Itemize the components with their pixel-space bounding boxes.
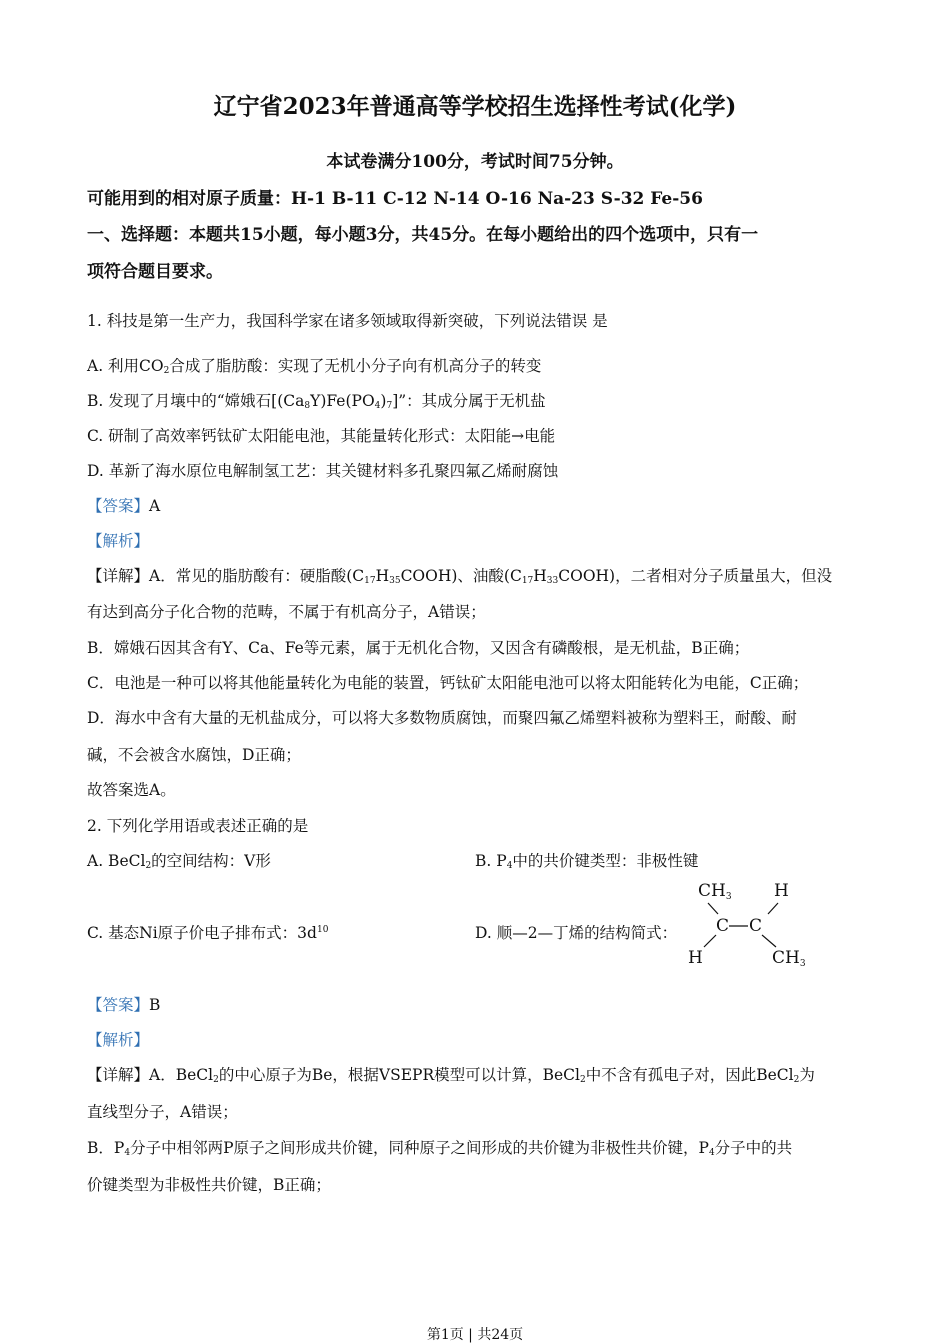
struct-c-left: C	[716, 916, 730, 936]
q2-detail-b-line1: B．$P_4$分子中相邻两P原子之间形成共价键，同种原子之间形成的共价键为非极性共价键，$P_4$分子中的共	[87, 1139, 793, 1158]
q1-detail-a-line2: 有达到高分子化合物的范畴，不属于有机高分子，A错误；	[87, 603, 486, 621]
exam-info: 本试卷满分100分，考试时间75分钟。	[326, 152, 624, 172]
section-heading-line2: 项符合题目要求。	[87, 262, 223, 282]
q1-option-b: B. 发现了月壤中的“嫦娥石$[(Ca_8Y)Fe(PO_4)_7]$”：其成分属于无机盐	[87, 392, 546, 411]
struct-ch-top-left: CH3	[698, 881, 732, 902]
struct-h-bottom-left: H	[688, 948, 703, 968]
q1-conclusion: 故答案选A。	[87, 781, 176, 799]
q2-analysis-label: 【解析】	[87, 1031, 150, 1049]
q1-option-a: A. 利用$CO_2$合成了脂肪酸：实现了无机小分子向有机高分子的转变	[87, 357, 542, 376]
cis-2-butene-structure	[680, 874, 830, 974]
struct-h-top-right: H	[774, 881, 789, 901]
q1-option-d: D. 革新了海水原位电解制氢工艺：其关键材料多孔聚四氟乙烯耐腐蚀	[87, 462, 559, 480]
struct-ch-bottom-right: CH3	[772, 948, 806, 969]
q1-detail-d-line2: 碱，不会被含水腐蚀，D正确；	[87, 746, 301, 764]
q2-option-d: D. 顺—2—丁烯的结构简式：	[475, 924, 678, 942]
q2-stem: 2. 下列化学用语或表述正确的是	[87, 817, 309, 835]
q1-stem: 1. 科技是第一生产力，我国科学家在诸多领域取得新突破，下列说法错误 是	[87, 312, 608, 330]
bond-ch3-right	[762, 935, 776, 947]
bond-h-right	[768, 903, 778, 914]
bond-h-left	[704, 935, 716, 947]
q2-detail-a-line2: 直线型分子，A错误；	[87, 1103, 238, 1121]
page-footer: 第1页 | 共24页	[426, 1327, 524, 1343]
q1-detail-a-line1: 【详解】A．常见的脂肪酸有：硬脂酸$(C_{17}H_{35}COOH)$、油酸$(C_{17}H_{33}COOH)$，二者相对分子质量虽大，但没	[87, 567, 833, 586]
bond-ch3-left	[708, 903, 718, 914]
q2-option-c: C. 基态Ni原子价电子排布式：$3d^{10}$	[87, 924, 329, 942]
q2-option-b: B. $P_4$中的共价键类型：非极性键	[475, 852, 699, 871]
q1-detail-d-line1: D．海水中含有大量的无机盐成分，可以将大多数物质腐蚀，而聚四氟乙烯塑料被称为塑料王，耐酸、耐	[87, 709, 797, 727]
q1-detail-c: C．电池是一种可以将其他能量转化为电能的装置，钙钛矿太阳能电池可以将太阳能转化为电能，C正确；	[87, 674, 809, 692]
q1-option-c: C. 研制了高效率钙钛矿太阳能电池，其能量转化形式：太阳能→电能	[87, 427, 556, 445]
q1-answer: 【答案】A	[87, 497, 161, 515]
q2-detail-a-line1: 【详解】A．BeCl$_2$的中心原子为Be，根据VSEPR模型可以计算，BeCl$_2$中不含有孤电子对，因此BeCl$_2$为	[87, 1066, 815, 1085]
q1-analysis-label: 【解析】	[87, 532, 150, 550]
atomic-mass-line: 可能用到的相对原子质量：H-1 B-11 C-12 N-14 O-16 Na-23 S-32 Fe-56	[87, 189, 703, 209]
q2-option-a: A. BeCl$_2$的空间结构：V形	[87, 852, 271, 871]
section-heading-line1: 一、选择题：本题共15小题，每小题3分，共45分。在每小题给出的四个选项中，只有一	[87, 225, 759, 245]
q1-detail-b: B．嫦娥石因其含有Y、Ca、Fe等元素，属于无机化合物，又因含有磷酸根，是无机盐，B正确；	[87, 639, 750, 657]
exam-title: 辽宁省2023年普通高等学校招生选择性考试(化学)	[213, 93, 737, 120]
q2-detail-b-line2: 价键类型为非极性共价键，B正确；	[87, 1176, 331, 1194]
q2-answer: 【答案】B	[87, 996, 161, 1014]
struct-c-right: C	[749, 916, 763, 936]
